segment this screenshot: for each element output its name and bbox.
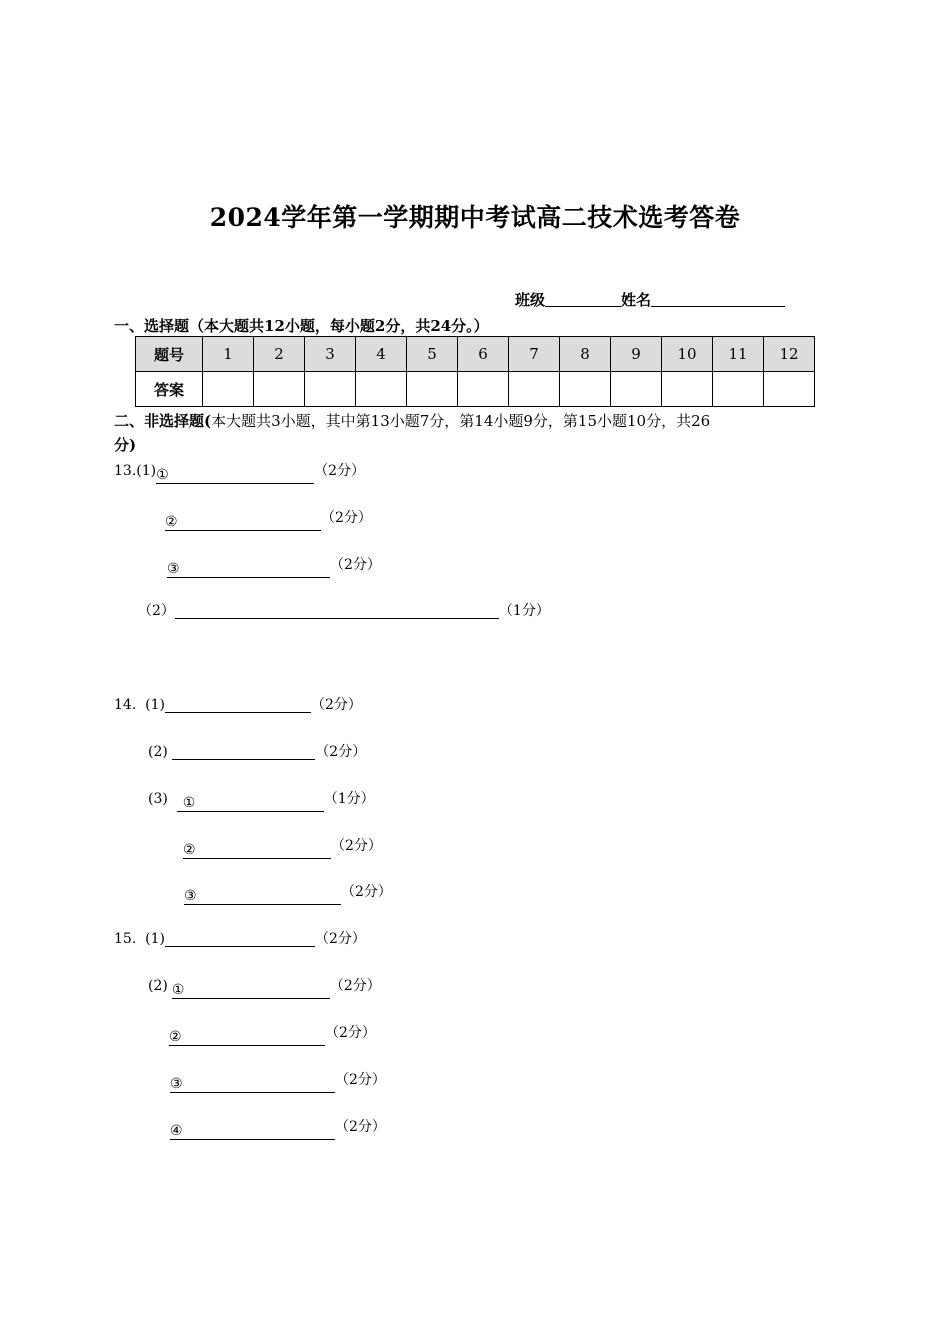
row-label-number: 题号 bbox=[136, 337, 203, 372]
q13-1-1: 13.(1)① （2分） bbox=[114, 463, 366, 483]
name-label: 姓名 bbox=[621, 291, 652, 309]
answer-cell[interactable] bbox=[560, 372, 611, 407]
q13-1-2: ② （2分） bbox=[165, 510, 372, 530]
q15-2-4: ④ （2分） bbox=[170, 1119, 386, 1139]
question-number: 7 bbox=[509, 337, 560, 372]
q14-2: (2) （2分） bbox=[148, 744, 367, 760]
q15-2-3: ③ （2分） bbox=[170, 1072, 386, 1092]
answer-cell[interactable] bbox=[509, 372, 560, 407]
question-number: 12 bbox=[764, 337, 815, 372]
q13-2: （2） （1分） bbox=[138, 603, 550, 619]
answer-line[interactable]: ① bbox=[177, 795, 324, 812]
page-title: 2024学年第一学期期中考试高二技术选考答卷 bbox=[209, 203, 741, 232]
class-field[interactable] bbox=[545, 292, 621, 307]
answer-line[interactable]: ③ bbox=[170, 1076, 335, 1093]
answer-cell[interactable] bbox=[662, 372, 713, 407]
name-field[interactable] bbox=[651, 292, 785, 307]
question-number: 5 bbox=[407, 337, 458, 372]
class-label: 班级 bbox=[515, 291, 546, 309]
question-number: 2 bbox=[254, 337, 305, 372]
q13-1-3: ③ （2分） bbox=[167, 557, 381, 577]
answer-cell[interactable] bbox=[407, 372, 458, 407]
answer-line[interactable] bbox=[165, 696, 311, 713]
question-number-row bbox=[136, 337, 815, 372]
section1-heading: 一、选择题（本大题共12小题，每小题2分，共24分。） bbox=[114, 317, 489, 335]
question-number: 4 bbox=[356, 337, 407, 372]
question-number: 11 bbox=[713, 337, 764, 372]
answer-cell[interactable] bbox=[203, 372, 254, 407]
answer-line[interactable] bbox=[172, 743, 315, 760]
q15-1: 15. (1) （2分） bbox=[114, 931, 366, 947]
row-label-answer: 答案 bbox=[136, 372, 203, 407]
q15-2-1: (2) ① （2分） bbox=[148, 978, 381, 998]
q14-3-2: ② （2分） bbox=[183, 838, 382, 858]
answer-row bbox=[136, 372, 815, 407]
answer-line[interactable] bbox=[165, 930, 315, 947]
answer-cell[interactable] bbox=[254, 372, 305, 407]
answer-cell[interactable] bbox=[764, 372, 815, 407]
answer-line[interactable]: ② bbox=[169, 1029, 325, 1046]
answer-cell[interactable] bbox=[356, 372, 407, 407]
answer-line[interactable]: ③ bbox=[184, 888, 341, 905]
question-number: 3 bbox=[305, 337, 356, 372]
answer-line[interactable]: ④ bbox=[170, 1123, 335, 1140]
q14-3-3: ③ （2分） bbox=[184, 884, 392, 904]
answer-line[interactable]: ② bbox=[165, 514, 321, 531]
section2-heading-line2: 分) bbox=[114, 436, 137, 454]
question-number: 9 bbox=[611, 337, 662, 372]
answer-line[interactable]: ① bbox=[156, 467, 314, 484]
answer-table bbox=[135, 336, 815, 407]
answer-cell[interactable] bbox=[458, 372, 509, 407]
answer-cell[interactable] bbox=[305, 372, 356, 407]
answer-cell[interactable] bbox=[611, 372, 662, 407]
q14-1: 14. (1) （2分） bbox=[114, 697, 362, 713]
question-number: 6 bbox=[458, 337, 509, 372]
answer-line[interactable]: ③ bbox=[167, 561, 330, 578]
q14-3-1: (3) ① （1分） bbox=[148, 791, 375, 811]
question-number: 10 bbox=[662, 337, 713, 372]
section2-heading: 二、非选择题(本大题共3小题，其中第13小题7分，第14小题9分，第15小题10分，共26 bbox=[114, 412, 711, 430]
q15-2-2: ② （2分） bbox=[169, 1025, 376, 1045]
question-number: 8 bbox=[560, 337, 611, 372]
answer-line[interactable]: ② bbox=[183, 842, 331, 859]
answer-line[interactable]: ① bbox=[172, 982, 330, 999]
student-info bbox=[515, 289, 785, 310]
question-number: 1 bbox=[203, 337, 254, 372]
answer-line[interactable] bbox=[175, 602, 499, 619]
answer-cell[interactable] bbox=[713, 372, 764, 407]
